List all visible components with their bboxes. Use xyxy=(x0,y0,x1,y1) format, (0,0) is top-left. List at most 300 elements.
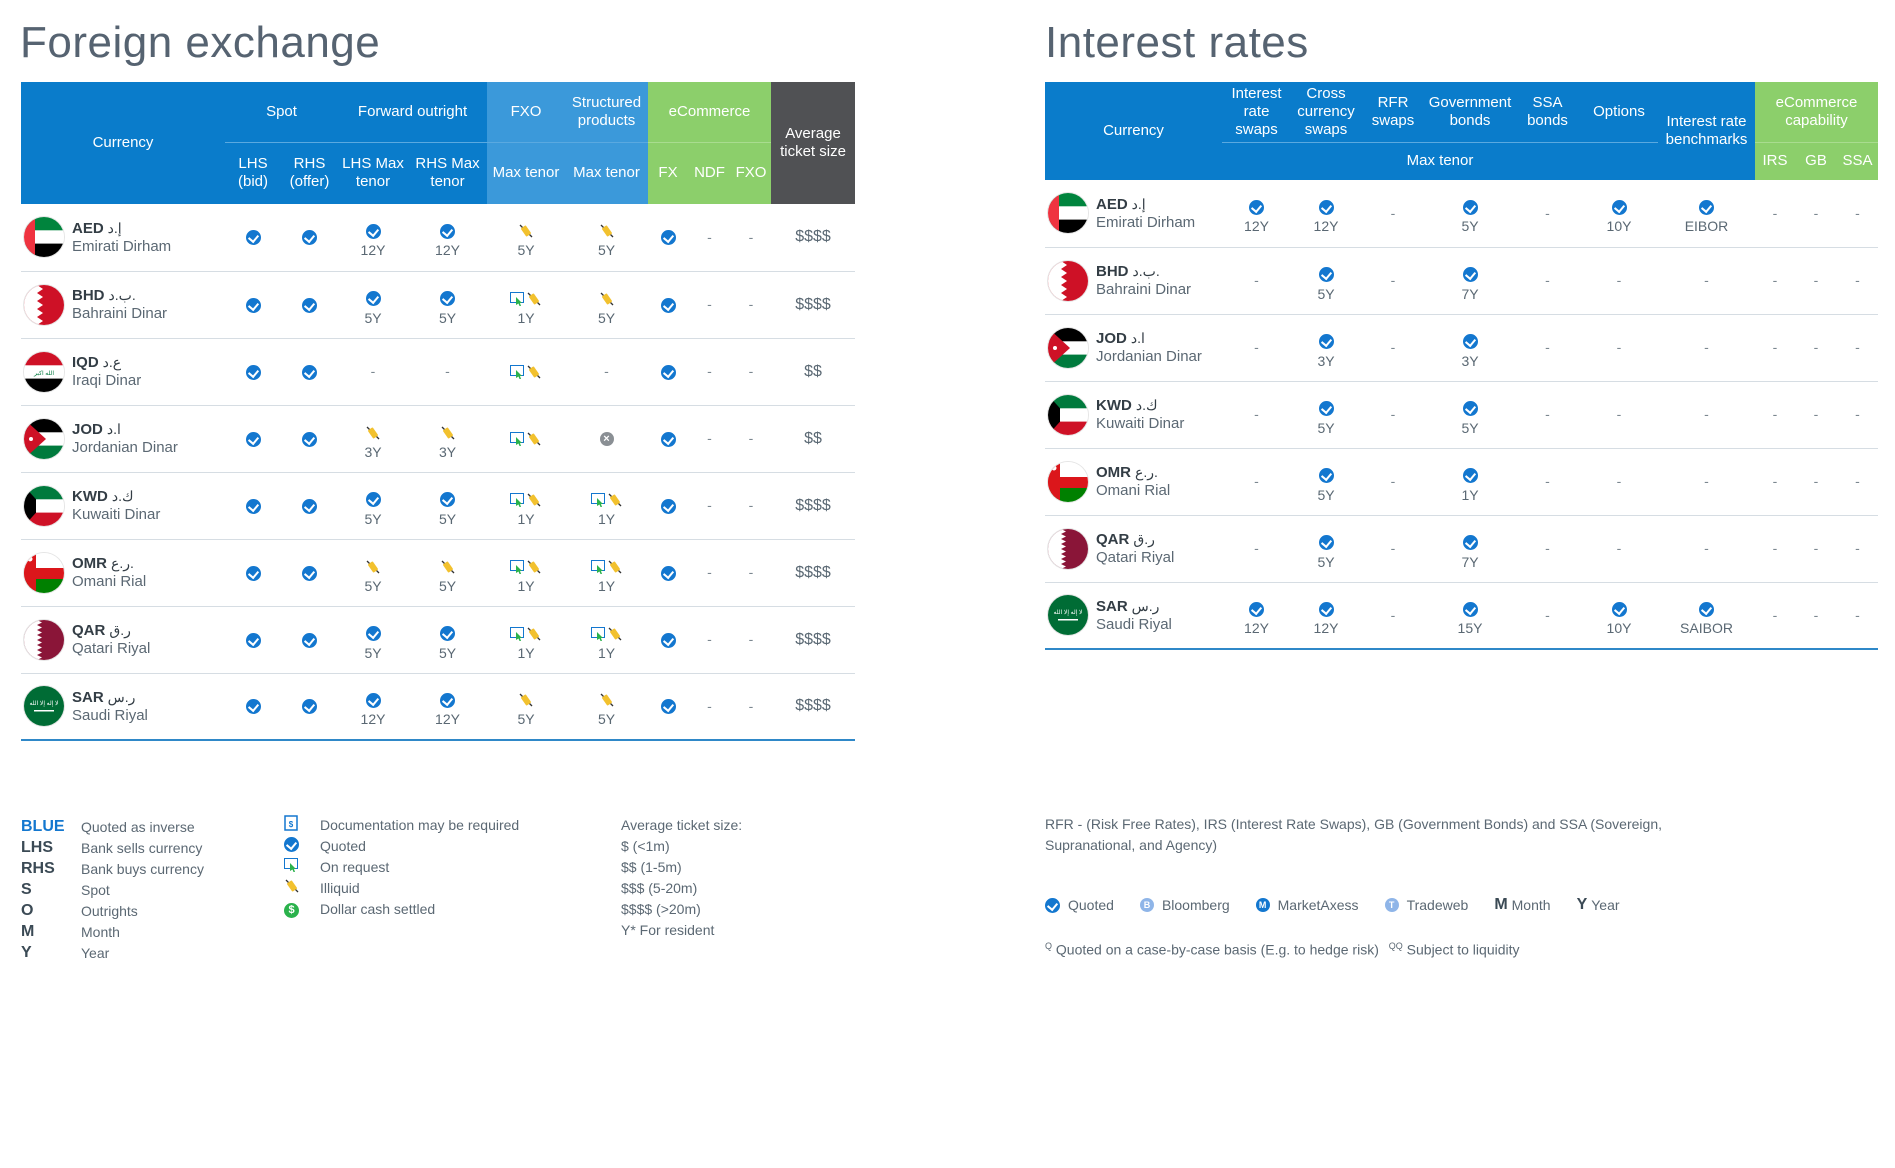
table-cell xyxy=(1658,180,1755,247)
table-cell xyxy=(565,204,648,271)
tenor-value: 5Y xyxy=(597,711,616,728)
table-cell xyxy=(408,673,487,740)
ticket-legend-item: Y* For resident xyxy=(621,921,715,938)
table-cell xyxy=(1515,314,1580,381)
table-cell xyxy=(1755,314,1795,381)
legend-key-row xyxy=(21,921,204,942)
ticket-size: $$$$ xyxy=(771,472,855,539)
flag-qa-icon xyxy=(24,620,64,660)
quoted-icon xyxy=(366,693,381,708)
table-cell xyxy=(1425,247,1515,314)
on-request-icon xyxy=(510,432,526,446)
cell-value: - xyxy=(1704,473,1709,489)
table-cell xyxy=(281,472,338,539)
legend-icon-row xyxy=(284,877,519,898)
on-request-icon xyxy=(510,560,526,574)
ticket-size: $$ xyxy=(771,405,855,472)
cell-value: - xyxy=(1254,272,1259,288)
quoted-icon xyxy=(1249,602,1264,617)
table-cell xyxy=(1515,247,1580,314)
table-cell xyxy=(225,539,281,606)
table-cell xyxy=(1361,381,1425,448)
tenor-value: 10Y xyxy=(1606,620,1632,637)
documentation-icon xyxy=(284,815,320,834)
tenor-value: 5Y xyxy=(1317,553,1335,570)
quoted-icon xyxy=(302,499,317,514)
cell-value: - xyxy=(707,430,712,446)
cell-value: - xyxy=(1813,272,1819,288)
table-cell xyxy=(1837,381,1878,448)
table-cell xyxy=(1361,180,1425,247)
cell-value: - xyxy=(748,363,754,379)
cell-value: - xyxy=(748,228,754,245)
tenor-value: 5Y xyxy=(438,309,457,326)
cell-value: - xyxy=(1772,540,1778,556)
table-cell xyxy=(1658,314,1755,381)
legend-key: RHS xyxy=(21,859,55,877)
table-cell xyxy=(281,539,338,606)
table-cell xyxy=(225,338,281,405)
illiquid-icon xyxy=(526,559,542,575)
quoted-icon xyxy=(1463,535,1478,550)
flag-kw-icon xyxy=(1048,395,1088,435)
table-cell xyxy=(1425,448,1515,515)
currency-code: JOD xyxy=(72,421,103,438)
table-cell xyxy=(1291,515,1361,582)
cell-value: - xyxy=(370,363,376,379)
on-request-icon xyxy=(284,858,320,875)
currency-arabic: إ.د xyxy=(107,219,122,236)
legend-key: M xyxy=(21,922,35,940)
table-cell xyxy=(1425,314,1515,381)
tenor-value: 5Y xyxy=(364,510,382,527)
flag-sa-icon xyxy=(1048,595,1088,635)
legend-icons xyxy=(284,814,519,919)
table-cell xyxy=(1222,582,1291,649)
cell-value: - xyxy=(1616,406,1622,422)
illiquid-icon xyxy=(607,626,623,642)
table-row xyxy=(21,271,855,338)
table-cell xyxy=(487,271,565,338)
table-cell xyxy=(731,271,771,338)
table-cell xyxy=(1222,247,1291,314)
currency-arabic: ع.د xyxy=(102,354,122,370)
fx-header-sp-max-tenor: Max tenor xyxy=(565,142,648,204)
footnote-liquidity: Subject to liquidity xyxy=(1406,941,1520,958)
table-cell xyxy=(1425,180,1515,247)
ir-legend xyxy=(1045,896,1646,914)
table-cell xyxy=(1361,314,1425,381)
tenor-value: 3Y xyxy=(364,443,382,460)
table-cell xyxy=(565,405,648,472)
table-cell xyxy=(1755,515,1795,582)
currency-code: SAR xyxy=(1096,597,1128,615)
legend-key-text: Month xyxy=(81,923,120,940)
currency-name: Emirati Dirham xyxy=(72,237,172,255)
tenor-value: 5Y xyxy=(517,242,535,259)
legend-key-row xyxy=(21,858,204,879)
table-cell xyxy=(1837,582,1878,649)
table-cell xyxy=(338,204,408,271)
table-cell xyxy=(1795,582,1837,649)
illiquid-icon xyxy=(526,291,542,307)
cell-value: - xyxy=(748,564,754,580)
table-row xyxy=(21,204,855,271)
currency-code: BHD xyxy=(72,287,105,304)
table-cell xyxy=(1425,381,1515,448)
flag-ae-icon xyxy=(24,217,64,257)
table-cell xyxy=(688,405,731,472)
currency-arabic: ر.س xyxy=(1131,597,1160,614)
flag-jo-icon xyxy=(1048,328,1088,368)
cell-value: - xyxy=(1390,473,1396,489)
quoted-icon xyxy=(1463,602,1478,617)
table-cell xyxy=(1837,180,1878,247)
currency-code: JOD xyxy=(1096,330,1127,347)
flag-sa-icon xyxy=(24,686,64,726)
currency-name: Emirati Dirham xyxy=(1096,213,1196,231)
quoted-icon xyxy=(440,224,455,239)
table-cell xyxy=(731,204,771,271)
quoted-icon xyxy=(1249,200,1264,215)
table-cell xyxy=(338,606,408,673)
table-cell xyxy=(1291,381,1361,448)
quoted-icon xyxy=(302,298,317,313)
quoted-icon xyxy=(302,699,317,714)
legend-icon-text: Illiquid xyxy=(320,879,360,896)
quoted-icon xyxy=(246,432,261,447)
currency-name: Omani Rial xyxy=(72,573,147,590)
tenor-value: 5Y xyxy=(1461,419,1479,436)
tenor-value: 5Y xyxy=(438,644,457,661)
tenor-value: 5Y xyxy=(1317,285,1335,302)
tenor-value: 12Y xyxy=(1313,620,1339,637)
table-cell xyxy=(1837,314,1878,381)
legend-key-row xyxy=(21,837,204,858)
table-cell xyxy=(281,271,338,338)
illiquid-icon xyxy=(526,626,542,642)
currency-cell xyxy=(21,686,225,726)
table-row xyxy=(21,673,855,740)
illiquid-icon xyxy=(599,291,615,307)
table-cell xyxy=(1795,180,1837,247)
legend-icon-text: Dollar cash settled xyxy=(320,900,436,917)
tenor-value: 5Y xyxy=(517,711,535,728)
currency-arabic: ر.ع. xyxy=(111,555,134,571)
table-cell xyxy=(338,271,408,338)
table-cell xyxy=(1361,515,1425,582)
cell-value: - xyxy=(1704,406,1709,422)
currency-arabic: ر.ع. xyxy=(1135,464,1158,480)
quoted-icon xyxy=(302,566,317,581)
legend-icon-row xyxy=(284,814,519,835)
currency-code: SAR xyxy=(72,688,104,706)
cell-value: - xyxy=(1545,473,1550,489)
quoted-icon xyxy=(246,566,261,581)
legend-icon-text: On request xyxy=(320,858,390,875)
tenor-value: 12Y xyxy=(435,711,460,728)
table-cell xyxy=(281,673,338,740)
bloomberg-icon: B xyxy=(1140,898,1154,912)
legend-key: O xyxy=(21,901,34,919)
flag-bh-icon xyxy=(24,285,64,325)
table-cell xyxy=(487,606,565,673)
quoted-icon xyxy=(440,291,455,306)
legend-key: S xyxy=(21,880,32,898)
ir-header-max-tenor: Max tenor xyxy=(1222,142,1658,180)
legend-key-text: Bank sells currency xyxy=(81,839,203,856)
tenor-value: 10Y xyxy=(1606,218,1632,235)
fx-header-lhs-bid: LHS (bid) xyxy=(225,142,281,204)
cell-value: - xyxy=(707,363,712,379)
table-cell xyxy=(1515,582,1580,649)
quoted-icon xyxy=(1463,334,1478,349)
quoted-icon xyxy=(1319,200,1334,215)
quoted-icon xyxy=(440,693,455,708)
table-cell xyxy=(408,271,487,338)
quoted-icon xyxy=(440,626,455,641)
tenor-value: 3Y xyxy=(1461,352,1479,369)
illiquid-icon xyxy=(518,692,534,708)
quoted-icon xyxy=(661,566,676,581)
cell-value: - xyxy=(1813,339,1819,355)
table-cell xyxy=(1425,515,1515,582)
currency-name: Saudi Riyal xyxy=(72,706,148,724)
fx-header-lhs-max: LHS Max tenor xyxy=(338,142,408,204)
cell-value: - xyxy=(1616,272,1622,288)
table-cell xyxy=(1658,247,1755,314)
table-row xyxy=(1045,515,1878,582)
legend-key-row xyxy=(21,942,204,963)
cell-value: - xyxy=(1772,272,1778,288)
tenor-value: 1Y xyxy=(517,577,535,594)
legend-keys xyxy=(21,816,204,963)
currency-cell xyxy=(21,352,225,392)
quoted-icon xyxy=(302,432,317,447)
quoted-icon xyxy=(1463,468,1478,483)
currency-cell xyxy=(1045,529,1222,569)
currency-arabic: ك.د xyxy=(1135,397,1158,413)
table-cell xyxy=(338,673,408,740)
table-cell xyxy=(1291,582,1361,649)
tenor-value: 1Y xyxy=(597,577,616,594)
table-cell xyxy=(1361,247,1425,314)
currency-cell xyxy=(21,486,225,526)
table-cell xyxy=(1658,582,1755,649)
illiquid-icon xyxy=(526,492,542,508)
dollar-cash-icon: $ xyxy=(284,900,320,918)
flag-jo-icon xyxy=(24,419,64,459)
illiquid-icon xyxy=(599,223,615,239)
table-cell xyxy=(487,472,565,539)
legend-key: BLUE xyxy=(21,817,65,835)
table-cell xyxy=(565,338,648,405)
cell-value: - xyxy=(1855,473,1860,489)
tenor-value: 1Y xyxy=(1461,486,1479,503)
currency-code: KWD xyxy=(1096,397,1132,414)
table-cell xyxy=(281,204,338,271)
on-request-icon xyxy=(510,292,526,306)
table-cell xyxy=(487,338,565,405)
currency-arabic: ا.د xyxy=(1130,330,1145,346)
ticket-legend-item: $ (<1m) xyxy=(621,837,670,854)
tenor-value: 12Y xyxy=(1244,620,1269,637)
quoted-icon xyxy=(661,499,676,514)
tenor-value: 12Y xyxy=(435,242,460,259)
table-cell xyxy=(1837,448,1878,515)
cell-value: - xyxy=(1855,540,1860,556)
cell-value: - xyxy=(1813,540,1819,556)
ir-legend-bloomberg: B Bloomberg xyxy=(1140,897,1230,913)
illiquid-icon xyxy=(365,559,381,575)
flag-kw-icon xyxy=(24,486,64,526)
table-cell xyxy=(688,338,731,405)
currency-cell xyxy=(1045,261,1222,301)
cell-value: - xyxy=(1616,339,1622,355)
quoted-icon xyxy=(1463,200,1478,215)
currency-code: IQD xyxy=(72,354,99,371)
fx-header-structured: Structured products xyxy=(565,82,648,142)
table-cell xyxy=(1580,515,1658,582)
table-cell xyxy=(1658,448,1755,515)
on-request-icon xyxy=(591,493,607,507)
currency-cell xyxy=(21,217,225,257)
ir-title: Interest rates xyxy=(1045,18,1309,67)
table-cell xyxy=(281,606,338,673)
tenor-value: 5Y xyxy=(597,242,616,259)
currency-code: BHD xyxy=(1096,263,1129,280)
ir-header-ec-gb: GB xyxy=(1795,142,1837,180)
ticket-legend-item: $$ (1-5m) xyxy=(621,858,682,875)
table-row xyxy=(1045,582,1878,649)
cell-value: - xyxy=(748,497,754,513)
cell-value: - xyxy=(1855,272,1860,288)
ir-header-bench: Interest rate benchmarks xyxy=(1658,82,1755,180)
ticket-size: $$$$ xyxy=(771,271,855,338)
table-cell xyxy=(281,405,338,472)
tenor-value: 1Y xyxy=(517,644,535,661)
cell-value: - xyxy=(748,430,754,446)
illiquid-icon xyxy=(284,878,320,897)
table-row xyxy=(1045,381,1878,448)
cell-value: - xyxy=(1704,339,1709,355)
cell-value: - xyxy=(1704,272,1709,288)
table-cell xyxy=(1755,180,1795,247)
legend-icon-row xyxy=(284,835,519,856)
cell-value: - xyxy=(604,363,609,379)
ir-header-ccs: Cross currency swaps xyxy=(1291,82,1361,142)
table-cell xyxy=(1222,515,1291,582)
table-row xyxy=(21,338,855,405)
flag-qa-icon xyxy=(1048,529,1088,569)
cell-value: - xyxy=(1616,473,1622,489)
tenor-value: 5Y xyxy=(1461,218,1479,235)
cell-value: - xyxy=(1855,406,1860,422)
tenor-value: 1Y xyxy=(517,309,535,326)
cell-value: - xyxy=(1704,540,1709,556)
cell-value: - xyxy=(1616,540,1622,556)
tenor-value: SAIBOR xyxy=(1680,620,1733,637)
quoted-icon xyxy=(661,230,676,245)
ir-legend-year: Y Year xyxy=(1576,896,1620,913)
table-cell xyxy=(408,204,487,271)
tenor-value: 12Y xyxy=(1313,218,1339,235)
table-cell xyxy=(225,271,281,338)
table-cell xyxy=(1658,515,1755,582)
table-cell xyxy=(338,539,408,606)
table-cell xyxy=(225,606,281,673)
currency-code: KWD xyxy=(72,488,108,505)
illiquid-icon xyxy=(599,692,615,708)
table-cell xyxy=(1361,448,1425,515)
table-row xyxy=(21,405,855,472)
legend-icon-row xyxy=(284,898,519,919)
table-cell xyxy=(1658,381,1755,448)
legend-key: LHS xyxy=(21,838,53,856)
illiquid-icon xyxy=(526,431,542,447)
table-cell xyxy=(648,673,688,740)
flag-om-icon xyxy=(24,553,64,593)
currency-name: Kuwaiti Dinar xyxy=(1096,415,1185,432)
table-cell xyxy=(731,606,771,673)
table-cell xyxy=(731,673,771,740)
table-cell xyxy=(1795,247,1837,314)
cell-value: - xyxy=(1545,339,1550,355)
tenor-value: 1Y xyxy=(597,510,616,527)
legend-key-text: Year xyxy=(81,944,110,961)
quoted-icon xyxy=(246,499,261,514)
table-cell xyxy=(1291,448,1361,515)
quoted-icon xyxy=(661,432,676,447)
currency-arabic: ر.ق xyxy=(1133,531,1155,547)
fx-header-avg-ticket: Average ticket size xyxy=(771,82,855,204)
table-cell xyxy=(688,472,731,539)
currency-cell xyxy=(1045,595,1222,635)
quoted-icon xyxy=(246,699,261,714)
flag-bh-icon xyxy=(1048,261,1088,301)
currency-name: Bahraini Dinar xyxy=(1096,281,1192,298)
tenor-value: 5Y xyxy=(1317,486,1335,503)
fx-header-ec-fxo: FXO xyxy=(731,142,771,204)
flag-ae-icon xyxy=(1048,193,1088,233)
illiquid-icon xyxy=(518,223,534,239)
currency-name: Saudi Riyal xyxy=(1096,615,1172,633)
quoted-icon xyxy=(1699,200,1714,215)
tenor-value: 15Y xyxy=(1457,620,1483,637)
legend-key-row xyxy=(21,900,204,921)
legend-key-text: Spot xyxy=(81,881,110,898)
ticket-size: $$$$ xyxy=(771,204,855,271)
table-cell xyxy=(281,338,338,405)
table-cell xyxy=(1580,180,1658,247)
table-cell xyxy=(1837,247,1878,314)
table-cell xyxy=(1222,448,1291,515)
currency-arabic: إ.د xyxy=(1131,195,1146,212)
legend-key-text: Outrights xyxy=(81,902,138,919)
table-cell xyxy=(565,606,648,673)
quoted-icon xyxy=(1319,401,1334,416)
table-cell xyxy=(731,405,771,472)
cell-value: - xyxy=(1390,406,1396,422)
quoted-icon xyxy=(302,230,317,245)
currency-cell xyxy=(1045,328,1222,368)
table-cell xyxy=(408,338,487,405)
quoted-icon xyxy=(246,365,261,380)
table-cell xyxy=(408,606,487,673)
quoted-icon xyxy=(246,230,261,245)
quoted-icon xyxy=(246,298,261,313)
legend-icon-text: Quoted xyxy=(320,837,366,854)
